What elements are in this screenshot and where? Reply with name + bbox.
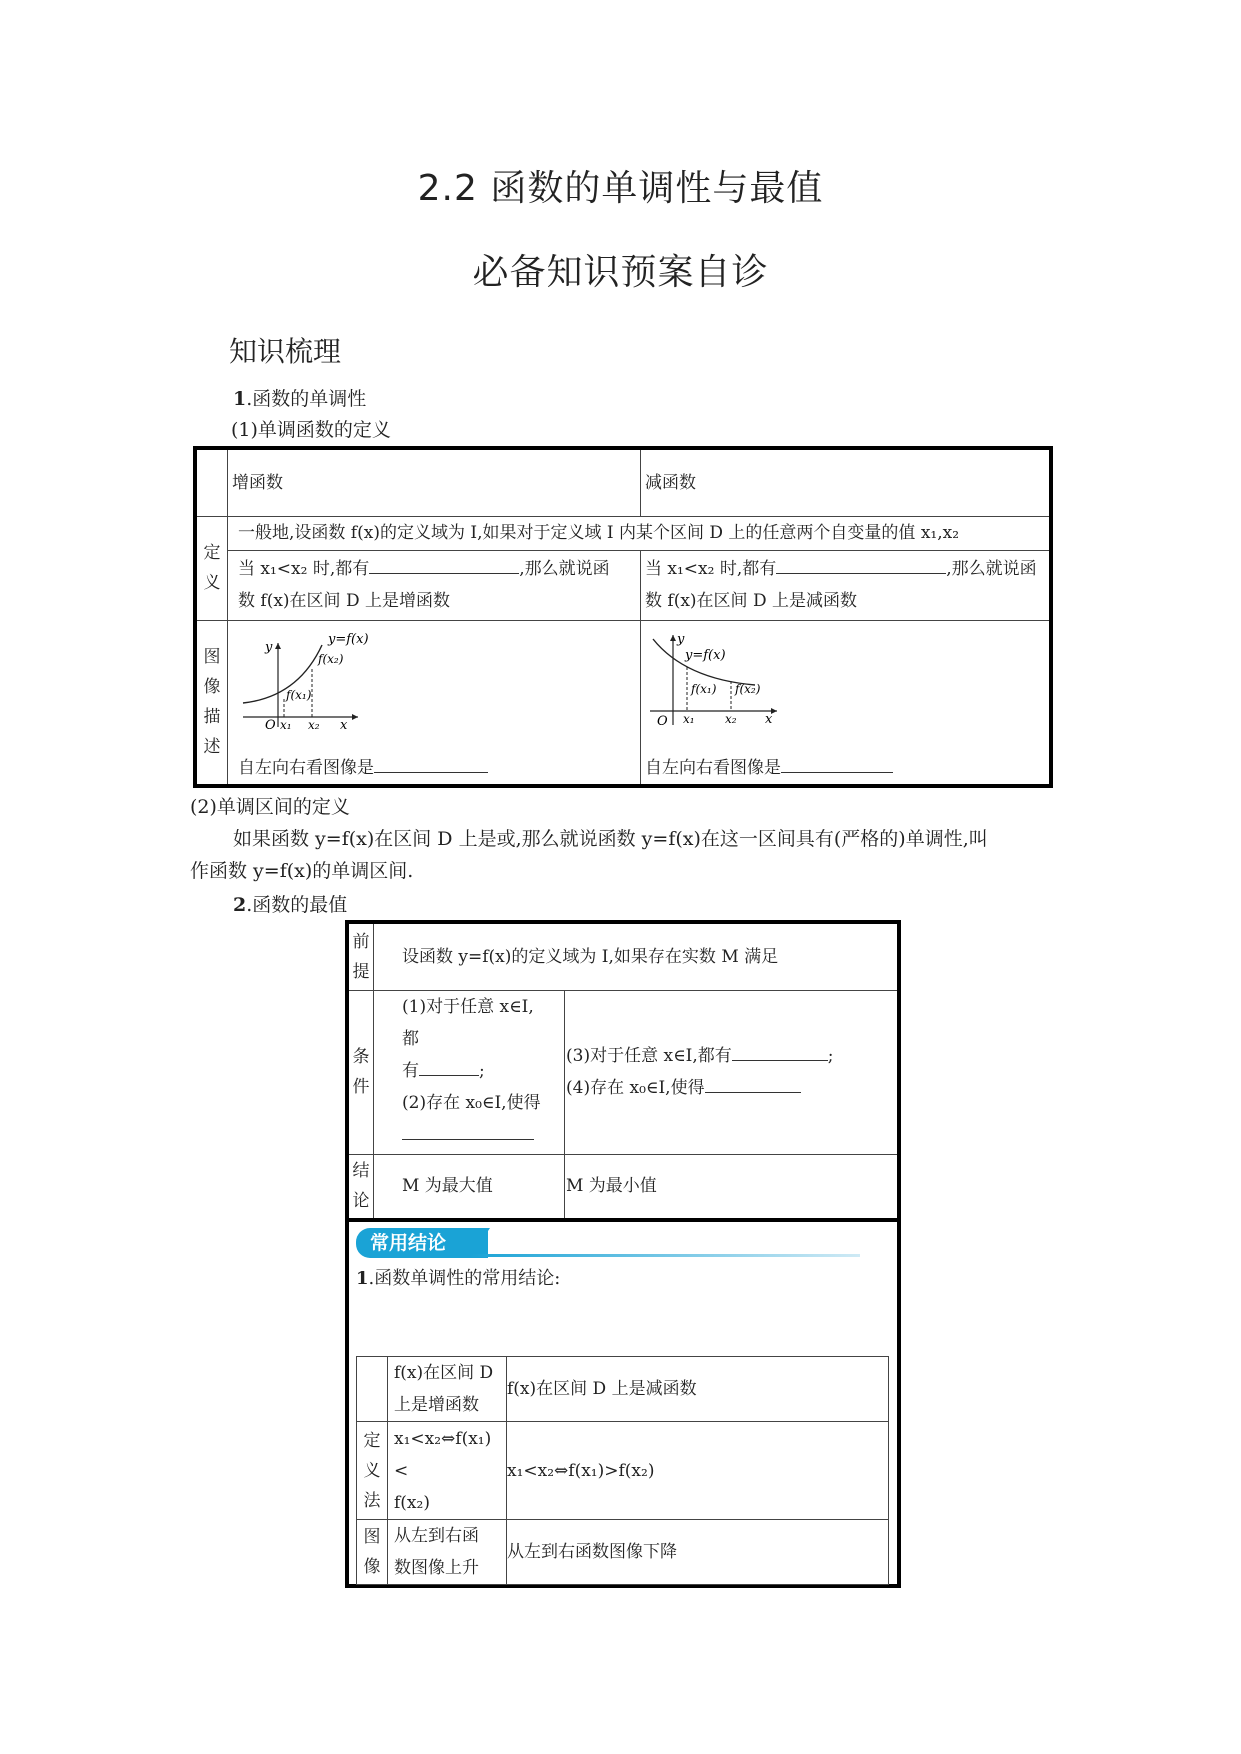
section-heading: 知识梳理 bbox=[229, 335, 342, 368]
blank-c4 bbox=[705, 1075, 801, 1093]
fx2-label: f(x₂) bbox=[735, 681, 761, 696]
label-result: 结 论 bbox=[347, 1154, 374, 1220]
label-graph: 图 像 描 述 bbox=[195, 620, 228, 786]
blank-decreasing bbox=[776, 556, 946, 574]
paragraph-line-2: 作函数 y=f(x)的单调区间. bbox=[190, 860, 414, 882]
blank-decreasing-caption bbox=[781, 755, 893, 773]
item-1-text: .函数的单调性 bbox=[246, 388, 367, 410]
item-2-heading bbox=[233, 890, 347, 917]
label-definition-method: 定 义 法 bbox=[357, 1422, 388, 1520]
item-1-number: 1 bbox=[233, 388, 247, 410]
blank-c1 bbox=[419, 1058, 479, 1076]
item-2-number: 2 bbox=[233, 894, 247, 916]
item-1a-heading: (1)单调函数的定义 bbox=[231, 419, 391, 441]
graph-increasing-cell bbox=[228, 620, 641, 786]
section-subtitle: 必备知识预案自诊 bbox=[472, 252, 769, 293]
header-decreasing: 减函数 bbox=[641, 448, 1052, 516]
conclusion-item-number: 1 bbox=[356, 1268, 369, 1289]
conclusion-item bbox=[356, 1264, 560, 1290]
x-label: x bbox=[340, 717, 348, 729]
result-min: M 为最小值 bbox=[565, 1154, 900, 1220]
extremum-table bbox=[345, 920, 901, 1222]
blank-increasing bbox=[369, 556, 519, 574]
decreasing-graph bbox=[645, 629, 785, 729]
definition-increasing: 当 x₁<x₂ 时,都有 ,那么就说函 数 f(x)在区间 D 上是增函数 bbox=[228, 550, 641, 620]
blank-increasing-caption bbox=[374, 755, 488, 773]
graph-decreasing: 从左到右函数图像下降 bbox=[507, 1520, 889, 1585]
fx1-label: f(x₁) bbox=[691, 681, 717, 696]
fx2-label: f(x₂) bbox=[318, 651, 344, 666]
premise-text: 设函数 y=f(x)的定义域为 I,如果存在实数 M 满足 bbox=[374, 922, 900, 990]
y-label: y bbox=[265, 639, 273, 655]
label-graph: 图 像 bbox=[357, 1520, 388, 1585]
result-max: M 为最大值 bbox=[374, 1154, 565, 1220]
graph-decreasing-cell bbox=[641, 620, 1052, 786]
label-condition: 条 件 bbox=[347, 990, 374, 1154]
monotonic-definition-table bbox=[193, 446, 1053, 788]
caption-decreasing: 自左向右看图像是 bbox=[645, 757, 781, 778]
definition-decreasing: 当 x₁<x₂ 时,都有 ,那么就说函 数 f(x)在区间 D 上是减函数 bbox=[641, 550, 1052, 620]
x1-label: x₁ bbox=[683, 711, 695, 726]
caption-increasing: 自左向右看图像是 bbox=[238, 757, 374, 778]
condition-max: (1)对于任意 x∈I, 都 有 ; (2)存在 x₀∈I,使得 bbox=[374, 990, 565, 1154]
x-axis-arrow bbox=[352, 714, 358, 720]
y-label: y bbox=[677, 631, 685, 647]
label-premise: 前 提 bbox=[347, 922, 374, 990]
header-increasing: f(x)在区间 D 上是增函数 bbox=[388, 1357, 507, 1422]
x1-label: x₁ bbox=[280, 717, 292, 729]
conclusion-tag-line bbox=[470, 1254, 860, 1257]
y-axis-arrow bbox=[275, 643, 281, 649]
fx1-label: f(x₁) bbox=[286, 687, 312, 702]
definition-common: 一般地,设函数 f(x)的定义域为 I,如果对于定义域 I 内某个区间 D 上的任意两个自变量的值 x₁,x₂ bbox=[228, 516, 1052, 550]
y-axis-arrow bbox=[670, 635, 676, 641]
origin-label: O bbox=[657, 713, 668, 729]
blank-c3 bbox=[732, 1043, 828, 1061]
definition-increasing: x₁<x₂⇔f(x₁)< f(x₂) bbox=[388, 1422, 507, 1520]
header-decreasing: f(x)在区间 D 上是减函数 bbox=[507, 1357, 889, 1422]
item-1-heading bbox=[233, 384, 366, 411]
conclusion-table bbox=[356, 1356, 889, 1585]
condition-min: (3)对于任意 x∈I,都有 ; (4)存在 x₀∈I,使得 bbox=[565, 990, 900, 1154]
page-title: 2.2 函数的单调性与最值 bbox=[417, 168, 824, 209]
conclusion-tag: 常用结论 bbox=[356, 1228, 488, 1258]
header-increasing: 增函数 bbox=[228, 448, 641, 516]
corner-cell bbox=[195, 448, 228, 516]
conclusion-item-text: .函数单调性的常用结论: bbox=[368, 1268, 561, 1289]
graph-increasing: 从左到右函 数图像上升 bbox=[388, 1520, 507, 1585]
item-1b-heading: (2)单调区间的定义 bbox=[190, 796, 350, 818]
item-2-text: .函数的最值 bbox=[246, 894, 348, 916]
paragraph-line-1: 如果函数 y=f(x)在区间 D 上是或,那么就说函数 y=f(x)在这一区间具有(严格的)单调性,叫 bbox=[233, 828, 988, 850]
definition-decreasing: x₁<x₂⇔f(x₁)>f(x₂) bbox=[507, 1422, 889, 1520]
origin-label: O bbox=[265, 717, 276, 729]
x2-label: x₂ bbox=[725, 711, 737, 726]
curve-label: y=f(x) bbox=[685, 647, 726, 663]
curve-label: y=f(x) bbox=[328, 631, 368, 647]
x-label: x bbox=[765, 711, 773, 727]
x2-label: x₂ bbox=[308, 717, 320, 729]
label-definition: 定 义 bbox=[195, 516, 228, 620]
corner-cell bbox=[357, 1357, 388, 1422]
increasing-graph bbox=[238, 629, 368, 729]
blank-c2 bbox=[402, 1122, 534, 1140]
